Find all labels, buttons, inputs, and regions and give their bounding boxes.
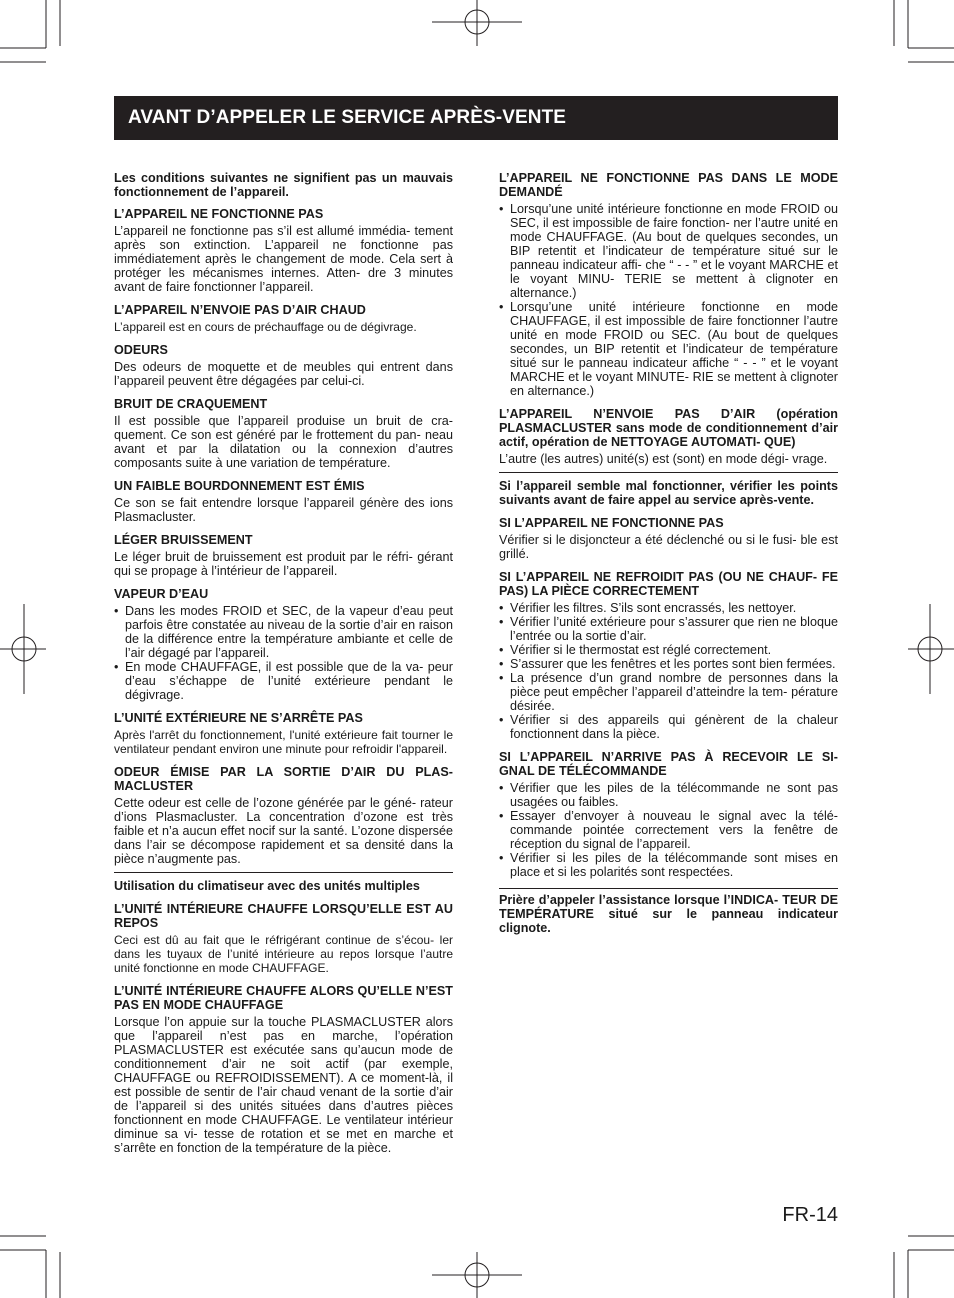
list-item: • S’assurer que les fenêtres et les portes sont bien fermées.: [499, 657, 838, 671]
list-item: • Vérifier si des appareils qui génèrent de la chaleur fonctionnent dans la pièce.: [499, 713, 838, 741]
section-heading: LÉGER BRUISSEMENT: [114, 533, 253, 547]
divider: [499, 472, 838, 473]
section-heading: SI L’APPAREIL NE REFROIDIT PAS (OU NE CHAUF- FE PAS) LA PIÈCE CORRECTEMENT: [499, 570, 838, 598]
section-not-cooling: [499, 570, 838, 741]
section-if-not-working: [499, 516, 838, 561]
section-text: Lorsque l’on appuie sur la touche PLASMACLUSTER alors que l’appareil n’est pas en marche, l’opération PLASMACLUSTER est exécutée sans qu’aucun mode de conditionnement d’air ne soit actif (par exemple, CHAUFFAGE ou REFROIDISSEMENT). A ce moment-là, il est possible de sentir de l’air chaud venant de la sortie d’air de l’appareil si des unités situées dans d’autres pièces fonctionnent en mode CHAUFFAGE. Le ventilateur intérieur diminue sa vi- tesse de rotation et se met en marche et s’arrête en fonction de la température de la pièce.: [114, 1015, 453, 1155]
section-remote-signal: [499, 750, 838, 879]
bullet-list: [114, 604, 453, 702]
section-wrong-mode: [499, 171, 838, 398]
list-item: • Lorsqu’une unité intérieure fonctionne en mode FROID ou SEC, il est impossible de faire fonction- ner l’autre unité en mode CHAUFFAGE. (Au bout de quelques secondes, un BIP retentit et l’indicateur de température situé sur le panneau indicateur affi- che “ - - ” et le voyant MARCHE et le voyant MINU- TERIE se mettent à clignoter en alternance.): [499, 202, 838, 300]
section-heading: BRUIT DE CRAQUEMENT: [114, 397, 268, 411]
call-assistance-note: Prière d’appeler l’assistance lorsque l’INDICA- TEUR DE TEMPÉRATURE situé sur le panneau indicateur clignote.: [499, 893, 838, 935]
check-before-service-note: Si l’appareil semble mal fonctionner, vérifier les points suivants avant de faire appel au service après-vente.: [499, 479, 838, 507]
page-title: AVANT D’APPELER LE SERVICE APRÈS-VENTE: [114, 96, 838, 140]
section-heading: L’UNITÉ EXTÉRIEURE NE S’ARRÊTE PAS: [114, 711, 363, 725]
section-heading: L’APPAREIL NE FONCTIONNE PAS: [114, 207, 324, 221]
section-cracking-noise: [114, 397, 453, 470]
list-item: • Lorsqu’une unité intérieure fonctionne en mode CHAUFFAGE, il est impossible de faire fonctionner l’autre unité en mode FROID ou SEC. (Au bout de quelques secondes, un BIP retentit et l’indicateur de température situé sur le panneau indicateur affiche “ - - ” et le voyant MARCHE et le voyant MINUTE- RIE se mettent à clignoter en alternance.): [499, 300, 838, 398]
list-item: • Vérifier si les piles de la télécommande sont mises en place et si les polarités sont respectées.: [499, 851, 838, 879]
divider: [499, 888, 838, 889]
section-water-vapour: [114, 587, 453, 702]
intro-text: Les conditions suivantes ne signifient pas un mauvais fonctionnement de l’appareil.: [114, 171, 453, 199]
divider: [114, 872, 453, 873]
section-heats-at-rest: [114, 902, 453, 975]
section-text: Le léger bruit de bruissement est produit par le réfri- gérant qui se propage à l’intérieur de l’appareil.: [114, 550, 453, 578]
section-humming: [114, 479, 453, 524]
page-number: FR-14: [782, 1204, 838, 1226]
section-heats-not-heating-mode: [114, 984, 453, 1155]
list-item: • La présence d’un grand nombre de personnes dans la pièce peut empêcher l’appareil d’atteindre la tem- pérature désirée.: [499, 671, 838, 713]
section-text: Vérifier si le disjoncteur a été déclenché ou si le fusi- ble est grillé.: [499, 533, 838, 561]
multi-units-heading: Utilisation du climatiseur avec des unités multiples: [114, 879, 420, 893]
section-text: Des odeurs de moquette et de meubles qui entrent dans l’appareil peuvent être dégagées par celui-ci.: [114, 360, 453, 388]
section-text: Cette odeur est celle de l’ozone générée par le géné- rateur d’ions Plasmacluster. La concentration d’ozone est très faible et n’a aucun effet nocif sur la santé. L’ozone dispersée dans l’air se décompose rapidement et sa densité dans la pièce n’augmente pas.: [114, 796, 453, 866]
right-column: [499, 171, 838, 944]
section-text: L’appareil est en cours de préchauffage ou de dégivrage.: [114, 320, 417, 334]
list-item: • Vérifier l’unité extérieure pour s’assurer que rien ne bloque l’entrée ou la sortie d’air.: [499, 615, 838, 643]
list-item: • Vérifier si le thermostat est réglé correctement.: [499, 643, 838, 657]
list-item: • Vérifier que les piles de la télécommande ne sont pas usagées ou faibles.: [499, 781, 838, 809]
section-no-hot-air: [114, 303, 453, 334]
section-heading: L’APPAREIL NE FONCTIONNE PAS DANS LE MODE DEMANDÉ: [499, 171, 838, 199]
list-item: • Essayer d’envoyer à nouveau le signal avec la télé- commande pointée correctement vers la fenêtre de réception du signal de l’appareil.: [499, 809, 838, 851]
section-outdoor-unit: [114, 711, 453, 756]
section-rustling: [114, 533, 453, 578]
section-heading: ODEURS: [114, 343, 168, 357]
bullet-list: [499, 781, 838, 879]
section-heading: UN FAIBLE BOURDONNEMENT EST ÉMIS: [114, 479, 365, 493]
list-item: • En mode CHAUFFAGE, il est possible que de la va- peur d’eau s’échappe de l’unité extérieure pendant le dégivrage.: [114, 660, 453, 702]
section-text: Après l'arrêt du fonctionnement, l'unité extérieure fait tourner le ventilateur pendant environ une minute pour refroidir l'appareil.: [114, 728, 453, 756]
section-heading: SI L’APPAREIL N’ARRIVE PAS À RECEVOIR LE SI- GNAL DE TÉLÉCOMMANDE: [499, 750, 838, 778]
section-heading: L’APPAREIL N’ENVOIE PAS D’AIR (opération PLASMACLUSTER sans mode de conditionnement d’air actif, opération de NETTOYAGE AUTOMATI- QUE): [499, 407, 838, 449]
section-heading: SI L’APPAREIL NE FONCTIONNE PAS: [499, 516, 724, 530]
bullet-list: [499, 202, 838, 398]
left-column: [114, 171, 453, 1164]
section-no-air: [499, 407, 838, 466]
section-plasmacluster-odour: [114, 765, 453, 866]
section-text: L’autre (les autres) unité(s) est (sont) en mode dégi- vrage.: [499, 452, 828, 466]
section-not-working: [114, 207, 453, 294]
section-heading: VAPEUR D’EAU: [114, 587, 209, 601]
section-text: Il est possible que l’appareil produise un bruit de cra- quement. Ce son est généré par le frottement du pan- neau avant et par la dilatation ou la connexion d’autres composants suite à une variation de température.: [114, 414, 453, 470]
section-heading: L’UNITÉ INTÉRIEURE CHAUFFE LORSQU’ELLE EST AU REPOS: [114, 902, 453, 930]
section-text: L’appareil ne fonctionne pas s’il est allumé immédia- tement après son extinction. L’appareil ne fonctionne pas immédiatement après le changement de mode. Cela sert à protéger les mécanismes internes. Atten- dre 3 minutes avant de faire fonctionner l’appareil.: [114, 224, 453, 294]
list-item: • Vérifier les filtres. S’ils sont encrassés, les nettoyer.: [499, 601, 838, 615]
section-heading: L’APPAREIL N’ENVOIE PAS D’AIR CHAUD: [114, 303, 366, 317]
section-heading: L’UNITÉ INTÉRIEURE CHAUFFE ALORS QU’ELLE N’EST PAS EN MODE CHAUFFAGE: [114, 984, 453, 1012]
section-text: Ceci est dû au fait que le réfrigérant continue de s’écou- ler dans les tuyaux de l’unité intérieure au repos lorsque l’autre unité fonctionne en mode CHAUFFAGE.: [114, 933, 453, 975]
list-item: • Dans les modes FROID et SEC, de la vapeur d’eau peut parfois être constatée au niveau de la sortie d’air en raison de la différence entre la température ambiante et celle de l’air dégagé par l’appareil.: [114, 604, 453, 660]
section-heading: ODEUR ÉMISE PAR LA SORTIE D’AIR DU PLAS- MACLUSTER: [114, 765, 453, 793]
section-odours: [114, 343, 453, 388]
section-text: Ce son se fait entendre lorsque l’appareil génère des ions Plasmacluster.: [114, 496, 453, 524]
bullet-list: [499, 601, 838, 741]
